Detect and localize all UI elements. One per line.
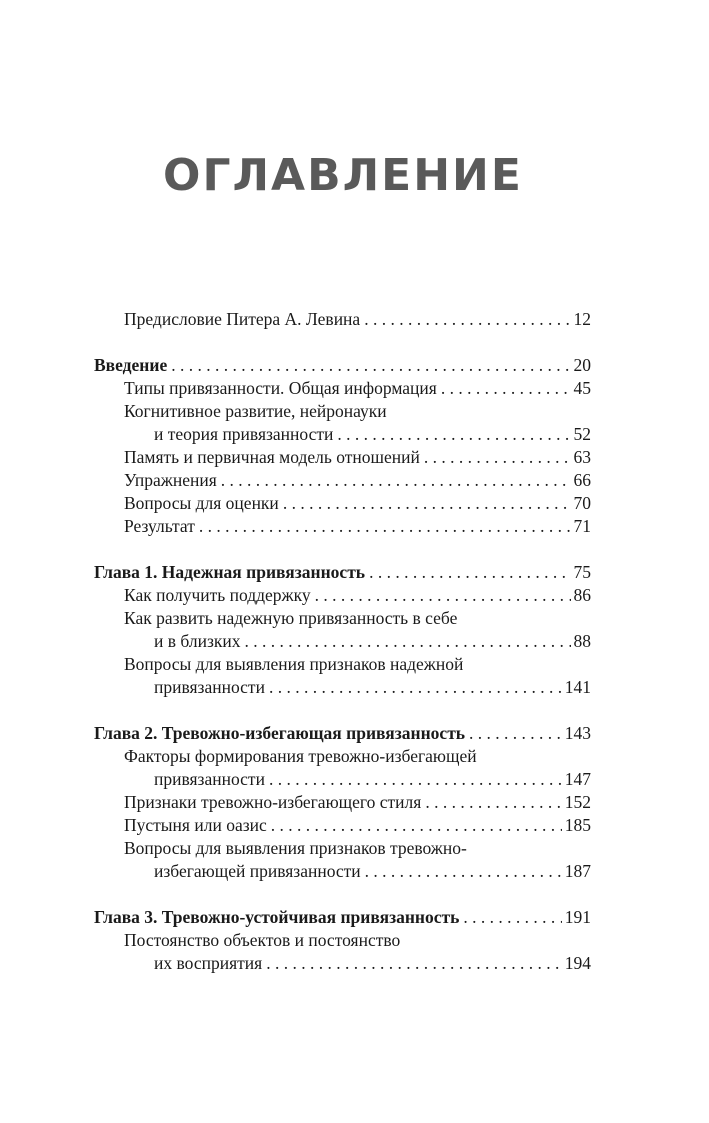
toc-entry-text: Глава 1. Надежная привязанность <box>94 562 366 582</box>
toc-entry-continuation[interactable] <box>94 952 591 975</box>
dot-leader <box>266 952 562 975</box>
dot-leader <box>221 469 571 492</box>
toc-entry-text: Признаки тревожно-избегающего стиля <box>124 792 422 812</box>
toc-entry-text: Результат <box>124 516 195 536</box>
toc-entry-text: Постоянство объектов и постоянство <box>124 930 401 950</box>
toc-entry-text: и теория привязанности <box>154 424 334 444</box>
toc-entry-text: Вопросы для выявления признаков тревожно- <box>124 838 467 858</box>
toc-entry-text: привязанности <box>154 677 265 697</box>
toc-page-number: 12 <box>573 309 591 329</box>
toc-entry-text: Вопросы для оценки <box>124 493 279 513</box>
toc-entry-text: Вопросы для выявления признаков надежной <box>124 654 464 674</box>
toc-entry-text: Глава 2. Тревожно-избегающая привязанность <box>94 723 466 743</box>
toc-page-number: 71 <box>573 516 591 536</box>
toc-page-number: 187 <box>564 861 591 881</box>
toc-entry-text: Как развить надежную привязанность в себе <box>124 608 458 628</box>
toc-entry[interactable] <box>94 745 591 768</box>
toc-entry[interactable] <box>94 929 591 952</box>
dot-leader <box>283 492 571 515</box>
toc-page-number: 70 <box>573 493 591 513</box>
toc-page-number: 75 <box>573 562 591 582</box>
toc-page-number: 141 <box>564 677 591 697</box>
toc-entry[interactable] <box>94 492 591 515</box>
toc-page-number: 63 <box>573 447 591 467</box>
toc-entry[interactable] <box>94 515 591 538</box>
toc-entry-text: Факторы формирования тревожно-избегающей <box>124 746 477 766</box>
toc-page-number: 152 <box>564 792 591 812</box>
dot-leader <box>364 308 570 331</box>
toc-entry-chapter-2[interactable] <box>94 722 591 745</box>
toc-entry-text: Типы привязанности. Общая информация <box>124 378 437 398</box>
toc-entry-text: Пустыня или оазис <box>124 815 267 835</box>
toc-entry-continuation[interactable] <box>94 676 591 699</box>
toc-entry-introduction[interactable] <box>94 354 591 377</box>
toc-page-number: 88 <box>573 631 591 651</box>
toc-entry-text: Как получить поддержку <box>124 585 311 605</box>
toc-entry-text: их восприятия <box>154 953 263 973</box>
toc-entry-continuation[interactable] <box>94 630 591 653</box>
toc-entry-continuation[interactable] <box>94 860 591 883</box>
dot-leader <box>271 814 562 837</box>
dot-leader <box>441 377 571 400</box>
toc-entry-text: Глава 3. Тревожно-устойчивая привязанность <box>94 907 460 927</box>
toc-page-number: 66 <box>573 470 591 490</box>
page-title: ОГЛАВЛЕНИЕ <box>163 150 523 201</box>
toc-page-number: 185 <box>564 815 591 835</box>
dot-leader <box>315 584 571 607</box>
dot-leader <box>425 791 561 814</box>
toc-page-number: 191 <box>564 907 591 927</box>
toc-entry[interactable] <box>94 446 591 469</box>
toc-page-number: 143 <box>564 723 591 743</box>
toc-entry-text: избегающей привязанности <box>154 861 361 881</box>
toc-entry-text: Предисловие Питера А. Левина <box>124 309 361 329</box>
toc-entry[interactable] <box>94 653 591 676</box>
dot-leader <box>269 676 562 699</box>
toc-entry-text: и в близких <box>154 631 241 651</box>
toc-page-number: 52 <box>573 424 591 444</box>
toc-entry[interactable] <box>94 584 591 607</box>
toc-entry[interactable] <box>94 791 591 814</box>
toc-entry[interactable] <box>94 469 591 492</box>
toc-entry-foreword[interactable] <box>94 308 591 331</box>
toc-page-number: 20 <box>573 355 591 375</box>
toc-page-number: 86 <box>573 585 591 605</box>
dot-leader <box>369 561 570 584</box>
toc-page-number: 147 <box>564 769 591 789</box>
dot-leader <box>337 423 570 446</box>
toc-page-number: 194 <box>564 953 591 973</box>
toc-entry-text: Упражнения <box>124 470 217 490</box>
dot-leader <box>469 722 562 745</box>
toc-entry[interactable] <box>94 837 591 860</box>
dot-leader <box>463 906 561 929</box>
dot-leader <box>244 630 570 653</box>
toc-entry[interactable] <box>94 400 591 423</box>
toc-entry[interactable] <box>94 814 591 837</box>
dot-leader <box>424 446 571 469</box>
dot-leader <box>171 354 570 377</box>
toc-entry-continuation[interactable] <box>94 423 591 446</box>
toc-entry-text: Память и первичная модель отношений <box>124 447 420 467</box>
dot-leader <box>199 515 571 538</box>
toc-entry[interactable] <box>94 377 591 400</box>
toc-entry[interactable] <box>94 607 591 630</box>
toc-entry-text: Когнитивное развитие, нейронауки <box>124 401 387 421</box>
table-of-contents <box>94 308 591 975</box>
toc-page-number: 45 <box>573 378 591 398</box>
dot-leader <box>365 860 562 883</box>
toc-entry-text: Введение <box>94 355 168 375</box>
toc-entry-chapter-1[interactable] <box>94 561 591 584</box>
toc-entry-text: привязанности <box>154 769 265 789</box>
dot-leader <box>269 768 562 791</box>
toc-entry-continuation[interactable] <box>94 768 591 791</box>
toc-entry-chapter-3[interactable] <box>94 906 591 929</box>
